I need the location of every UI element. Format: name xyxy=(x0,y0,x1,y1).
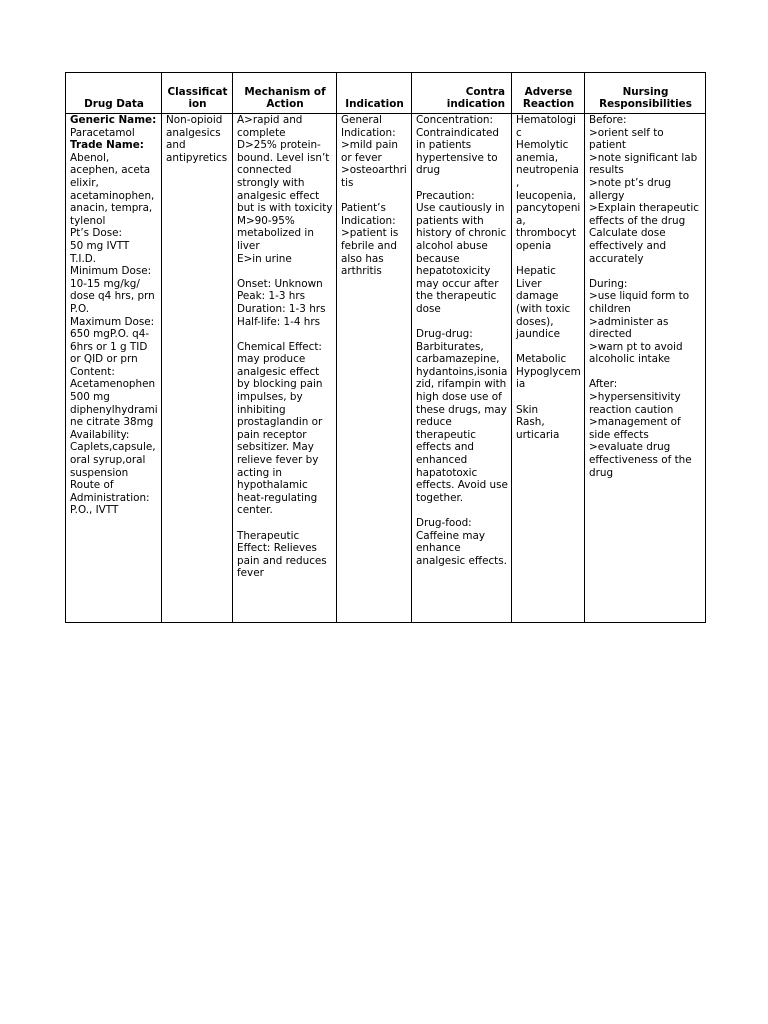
cell-line: Paracetamol xyxy=(70,126,135,139)
table-row xyxy=(66,114,706,623)
cell-line: Hemolytic anemia, neutropenia, leucopenia, pancytopenia, thrombocytopenia xyxy=(516,139,581,252)
cell-line: Generic Name: xyxy=(70,114,157,126)
cell-line: P.O., IVTT xyxy=(70,504,119,517)
cell-line xyxy=(516,391,581,404)
cell-line: >orient self to patient xyxy=(589,126,667,152)
cell-line xyxy=(516,253,581,266)
drug-study-table xyxy=(65,72,706,623)
header-mechanism-of-action: Mechanism of Action xyxy=(233,73,337,114)
cell-line xyxy=(589,265,702,278)
cell-line: Metabolic xyxy=(516,353,567,366)
cell-line xyxy=(416,504,508,517)
cell-line xyxy=(416,177,508,190)
cell-line: >Explain therapeutic effects of the drug xyxy=(589,202,703,227)
cell-line: >administer as directed xyxy=(589,315,672,341)
cell-line: Therapeutic Effect: Relieves pain and reduces fever xyxy=(237,529,331,580)
cell-classification xyxy=(162,114,233,623)
cell-line: During: xyxy=(589,277,628,290)
cell-drug-data xyxy=(66,114,162,623)
cell-line: >osteoarthritis xyxy=(341,164,407,189)
cell-line: Maximum Dose: xyxy=(70,315,155,328)
cell-line: Calculate dose effectively and accurately xyxy=(589,227,670,265)
cell-line: Skin xyxy=(516,403,539,416)
cell-line: Duration: 1-3 hrs xyxy=(237,302,326,315)
cell-line: >hypersensitivity reaction caution xyxy=(589,391,684,416)
cell-line: Abenol, acephen, aceta elixir, acetaminophen, anacin, tempra, tylenol xyxy=(70,151,158,227)
header-contraindication: Contra indication xyxy=(412,73,512,114)
cell-line: Pt’s Dose: xyxy=(70,227,123,240)
cell-line: >warn pt to avoid alcoholic intake xyxy=(589,340,686,366)
cell-line: Precaution: xyxy=(416,189,475,202)
cell-line xyxy=(237,328,333,341)
cell-line: Drug-food: xyxy=(416,517,472,529)
cell-line: Caffeine may enhance analgesic effects. xyxy=(416,529,507,567)
header-classification: Classification xyxy=(162,73,233,114)
cell-line xyxy=(237,517,333,530)
cell-line: Liver damage (with toxic doses), jaundice xyxy=(516,277,574,341)
cell-line: 10-15 mg/kg/ dose q4 hrs, prn P.O. xyxy=(70,277,159,315)
cell-nursing-responsibilities xyxy=(585,114,706,623)
cell-line xyxy=(237,265,333,278)
cell-line: Rash, urticaria xyxy=(516,416,560,441)
cell-line: Content: xyxy=(70,365,115,378)
cell-line xyxy=(516,341,581,354)
cell-line: Caplets,capsule, oral syrup,oral suspension xyxy=(70,441,159,479)
cell-line: General Indication: xyxy=(341,114,396,139)
cell-indication xyxy=(337,114,412,623)
cell-line: >patient is febrile and also has arthritis xyxy=(341,227,402,278)
cell-mechanism-of-action xyxy=(233,114,337,623)
header-drug-data: Drug Data xyxy=(66,73,162,114)
cell-line: Hematologic xyxy=(516,114,576,139)
cell-line: Non-opioid analgesics and antipyretics xyxy=(166,114,228,164)
cell-line: 50 mg IVTT T.I.D. xyxy=(70,239,133,265)
cell-line: Acetamenophen 500 mg diphenylhydramine citrate 38mg xyxy=(70,378,159,429)
cell-line: Half-life: 1-4 hrs xyxy=(237,315,321,328)
cell-adverse-reaction xyxy=(512,114,585,623)
header-nursing-responsibilities: Nursing Responsibilities xyxy=(585,73,706,114)
cell-line: Trade Name: xyxy=(70,139,144,152)
cell-line: Hypoglycemia xyxy=(516,365,581,391)
header-adverse-reaction: Adverse Reaction xyxy=(512,73,585,114)
cell-line: 650 mgP.O. q4-6hrs or 1 g TID or QID or prn xyxy=(70,328,151,366)
cell-line: Drug-drug: xyxy=(416,328,473,341)
cell-line: >use liquid form to children xyxy=(589,290,693,315)
cell-line: After: xyxy=(589,378,618,391)
cell-line: >management of side effects xyxy=(589,416,684,441)
cell-line: Route of Administration: xyxy=(70,479,150,504)
cell-line: >note significant lab results xyxy=(589,151,701,177)
cell-contraindication xyxy=(412,114,512,623)
cell-line: Minimum Dose: xyxy=(70,265,152,278)
cell-line: E>in urine xyxy=(237,252,292,265)
cell-line: >evaluate drug effectiveness of the drug xyxy=(589,441,695,479)
cell-line: D>25% protein-bound. Level isn’t connected strongly with analgesic effect but is with toxicity xyxy=(237,139,333,215)
cell-line: Onset: Unknown xyxy=(237,277,323,290)
cell-line: Peak: 1-3 hrs xyxy=(237,290,306,303)
header-indication: Indication xyxy=(337,73,412,114)
header-row xyxy=(66,73,706,114)
cell-line: Concentration: xyxy=(416,114,494,126)
cell-line: Availability: xyxy=(70,428,130,441)
cell-line xyxy=(341,190,408,203)
cell-line: >mild pain or fever xyxy=(341,139,402,164)
cell-line xyxy=(589,366,702,379)
cell-line: Contraindicated in patients hypertensive to drug xyxy=(416,126,503,177)
cell-line xyxy=(416,316,508,329)
cell-line: A>rapid and complete xyxy=(237,114,306,139)
cell-line: Use cautiously in patients with history of chronic alcohol abuse because hepatotoxicity may occur after the therapeutic dose xyxy=(416,202,510,315)
cell-line: M>90-95% metabolized in liver xyxy=(237,214,318,252)
cell-line: Hepatic xyxy=(516,265,556,278)
cell-line: Patient’s Indication: xyxy=(341,202,396,227)
cell-line: >note pt’s drug allergy xyxy=(589,176,675,202)
cell-line: Barbiturates, carbamazepine, hydantoins,isoniazid, rifampin with high dose use of these drugs, may reduce therapeutic effects and enhanced hapatotoxic effects. Avoid use together. xyxy=(416,340,512,504)
cell-line: Chemical Effect: may produce analgesic effect by blocking pain impulses, by inhibiting prostaglandin or pain receptor sebsitizer. May relieve fever by acting in hypothalamic heat-regulating center. xyxy=(237,340,326,517)
cell-line: Before: xyxy=(589,114,627,126)
